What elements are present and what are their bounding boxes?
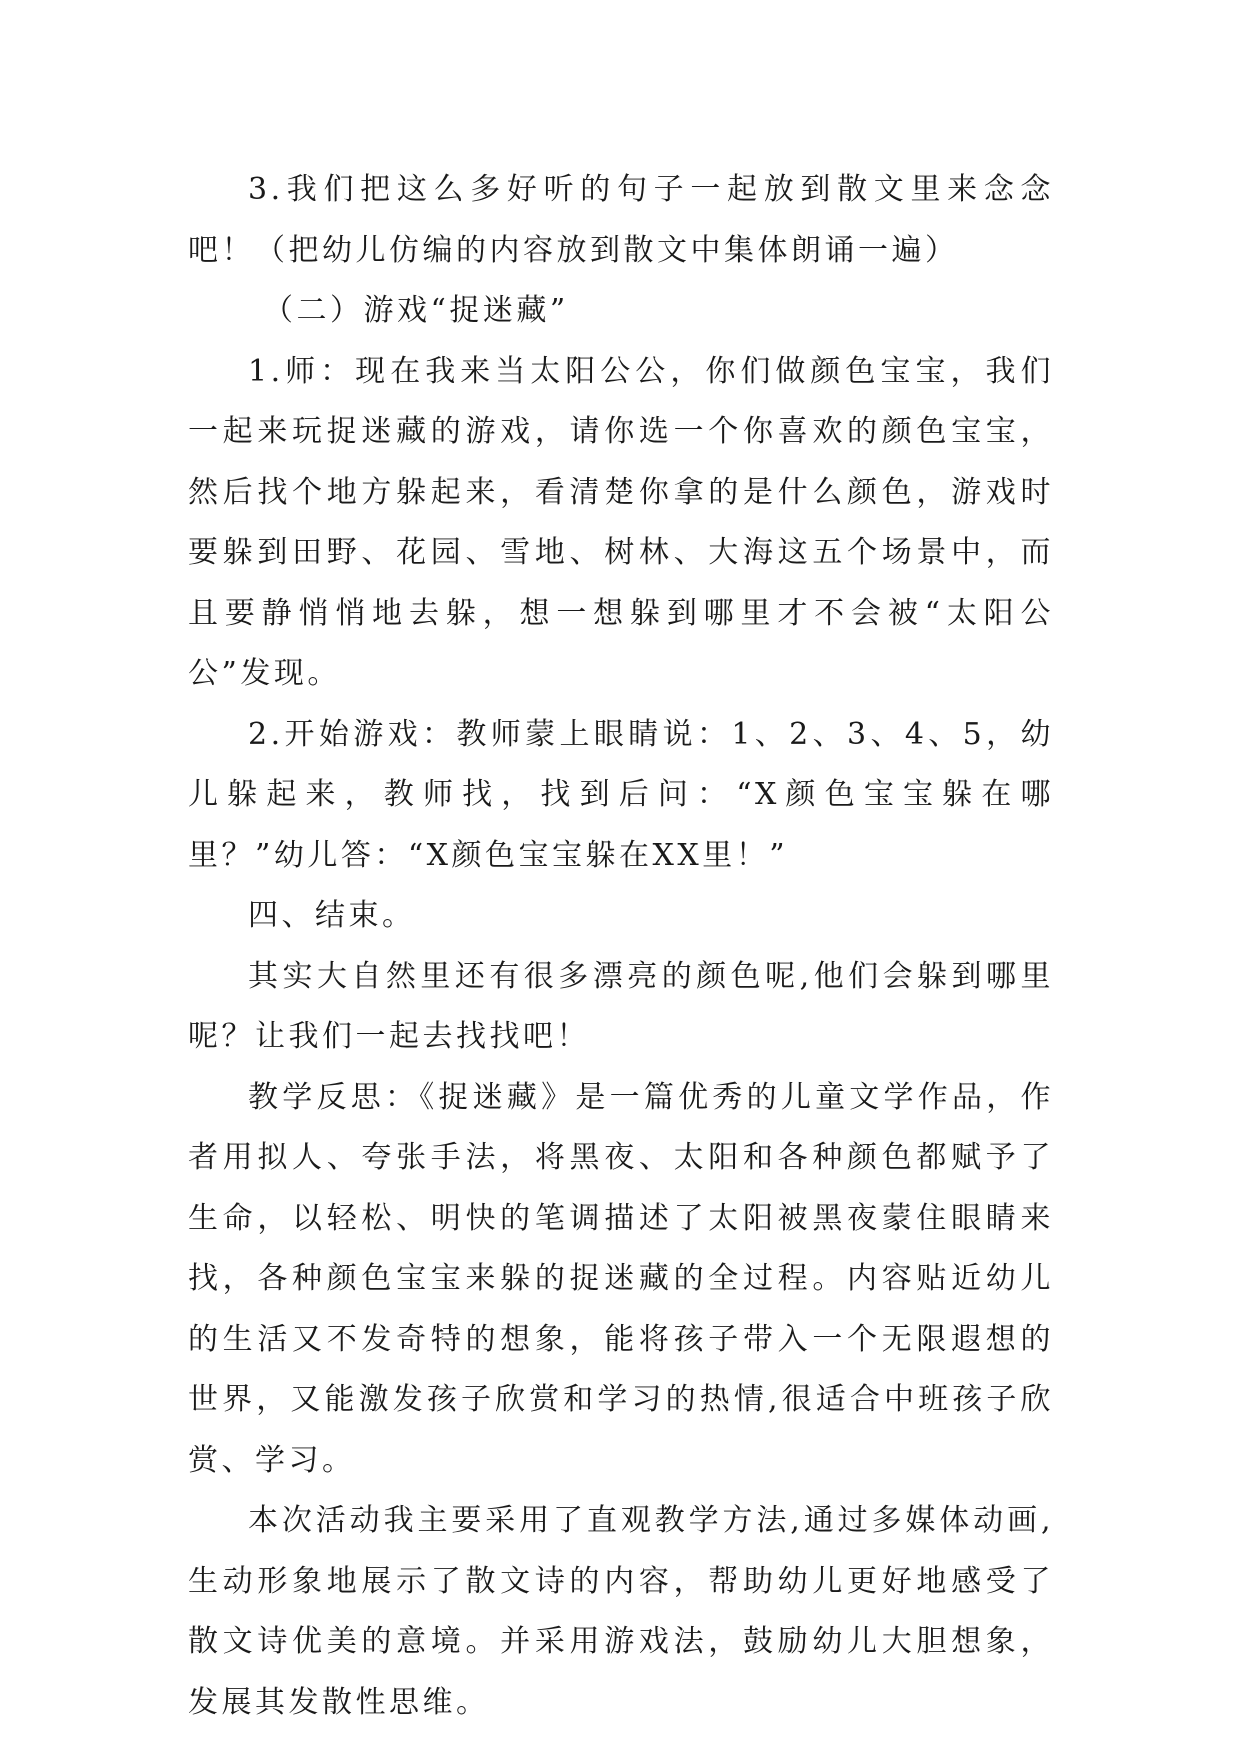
paragraph-game-step-1: 1.师：现在我来当太阳公公，你们做颜色宝宝，我们一起来玩捉迷藏的游戏，请你选一个你喜欢的颜色宝宝，然后找个地方躲起来，看清楚你拿的是什么颜色，游戏时要躲到田野、花园、雪地、树林、大海这五个场景中，而且要静悄悄地去躲，想一想躲到哪里才不会被“太阳公公”发现。 bbox=[188, 353, 1054, 691]
paragraph-game-step-2: 2.开始游戏：教师蒙上眼睛说：1、2、3、4、5，幼儿躲起来，教师找，找到后问：“X颜色宝宝躲在哪里？”幼儿答：“X颜色宝宝躲在XX里！” bbox=[188, 716, 1054, 873]
paragraph-step-3: 3.我们把这么多好听的句子一起放到散文里来念念吧！（把幼儿仿编的内容放到散文中集体朗诵一遍） bbox=[188, 172, 1054, 268]
paragraph-ending: 其实大自然里还有很多漂亮的颜色呢,他们会躲到哪里呢？让我们一起去找找吧！ bbox=[188, 958, 1054, 1054]
document-body bbox=[188, 160, 1054, 1733]
paragraph-reflection: 教学反思：《捉迷藏》是一篇优秀的儿童文学作品，作者用拟人、夸张手法，将黑夜、太阳和各种颜色都赋予了生命，以轻松、明快的笔调描述了太阳被黑夜蒙住眼睛来找，各种颜色宝宝来躲的捉迷藏的全过程。内容贴近幼儿的生活又不发奇特的想象，能将孩子带入一个无限遐想的世界，又能激发孩子欣赏和学习的热情,很适合中班孩子欣赏、学习。 bbox=[188, 1079, 1054, 1478]
paragraph-method: 本次活动我主要采用了直观教学方法,通过多媒体动画,生动形象地展示了散文诗的内容，帮助幼儿更好地感受了散文诗优美的意境。并采用游戏法，鼓励幼儿大胆想象，发展其发散性思维。 bbox=[188, 1503, 1054, 1720]
section-heading-game: （二）游戏“捉迷藏” bbox=[263, 293, 569, 328]
section-heading-ending: 四、结束。 bbox=[248, 898, 416, 933]
